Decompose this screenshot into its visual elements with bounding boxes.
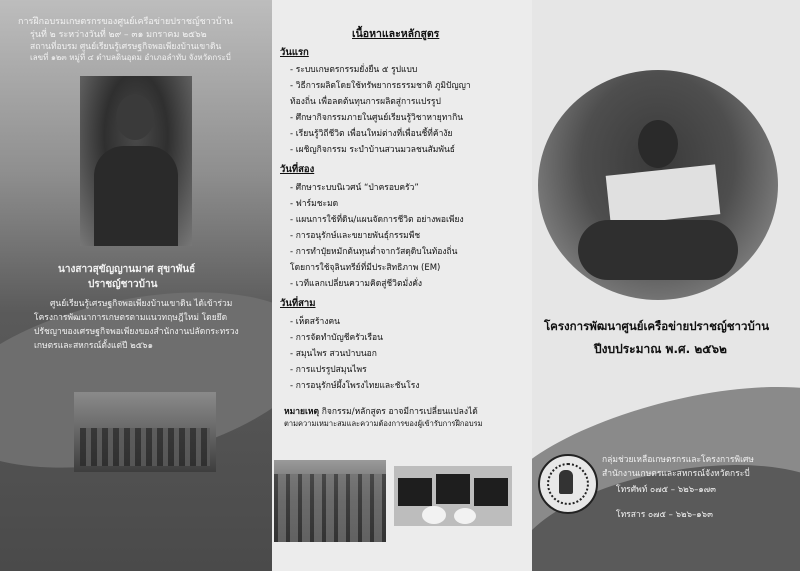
training-header: การฝึกอบรมเกษตรกรของศูนย์เครือข่ายปราชญ์ชาวบ้าน [18, 17, 233, 27]
product-photo [394, 466, 512, 526]
list-item: - แผนการใช้ที่ดิน/แผนจัดการชีวิต อย่างพอเพียง [290, 215, 464, 225]
note-label: หมายเหตุ [284, 407, 319, 417]
list-item: ท้องถิ่น เพื่อลดต้นทุนการผลิตสู่การแปรรูป [290, 97, 441, 107]
list-item: - เผชิญกิจกรรม ระบำบ้านสวนมวลชนสัมพันธ์ [290, 145, 455, 155]
list-item: - การอนุรักษ์และขยายพันธุ์กรรมพืช [290, 231, 421, 241]
description-line: เกษตรและสหกรณ์ตั้งแต่ปี ๒๕๖๑ [34, 341, 153, 351]
list-item: - วิธีการผลิตโดยใช้ทรัพยากรธรรมชาติ ภูมิปัญญา [290, 81, 471, 91]
org-office: สำนักงานเกษตรและสหกรณ์จังหวัดกระบี่ [602, 469, 750, 479]
fiscal-year: ปีงบประมาณ พ.ศ. ๒๕๖๒ [594, 342, 727, 356]
list-item: โดยการใช้จุลินทรีย์ที่มีประสิทธิภาพ (EM) [290, 263, 441, 273]
list-item: - ระบบเกษตรกรรมยั่งยืน ๕ รูปแบบ [290, 65, 418, 75]
seal-icon [538, 454, 598, 514]
list-item: - ศึกษากิจกรรมภายในศูนย์เรียนรู้วิชาหายุทากิน [290, 113, 464, 123]
description-line: ศูนย์เรียนรู้เศรษฐกิจพอเพียงบ้านเขาดิน ได้เข้าร่วม [50, 299, 233, 309]
training-venue: สถานที่อบรม ศูนย์เรียนรู้เศรษฐกิจพอเพียงบ้านเขาดิน [30, 42, 222, 52]
phone-number: โทรศัพท์ ๐๗๕ – ๖๒๖–๑๗๓ [616, 485, 716, 495]
note-text: กิจกรรม/หลักสูตร อาจมีการเปลี่ยนแปลงได้ [319, 407, 478, 417]
fax-number: โทรสาร ๐๗๕ – ๖๒๖–๑๖๓ [616, 510, 713, 520]
portrait-photo [80, 76, 192, 246]
list-item: - เห็ดสร้างคน [290, 317, 340, 327]
day-label: วันที่สอง [280, 164, 315, 175]
list-item: - การแปรรูปสมุนไพร [290, 365, 367, 375]
project-title: โครงการพัฒนาศูนย์เครือข่ายปราชญ์ชาวบ้าน [544, 319, 770, 333]
training-dates: รุ่นที่ ๒ ระหว่างวันที่ ๒๙ – ๓๑ มกราคม ๒๕๖๒ [30, 30, 207, 40]
org-group: กลุ่มช่วยเหลือเกษตรกรและโครงการพิเศษ [602, 455, 754, 465]
description-line: ปรัชญาของเศรษฐกิจพอเพียงของสำนักงานปลัดกระทรวง [34, 327, 239, 337]
list-item: - เวทีแลกเปลี่ยนความคิดสู่ชีวิตมั่งคั่ง [290, 279, 423, 289]
list-item: - การจัดทำบัญชีครัวเรือน [290, 333, 383, 343]
left-panel [0, 0, 272, 571]
description-line: โครงการพัฒนาการเกษตรตามแนวทฤษฎีใหม่ โดยยึด [34, 313, 228, 323]
middle-panel [272, 0, 532, 571]
list-item: - สมุนไพร สวนป่าบนอก [290, 349, 377, 359]
training-address: เลขที่ ๑๒๓ หมู่ที่ ๔ ตำบลดินอุดม อำเภอลำทับ จังหวัดกระบี่ [30, 53, 231, 62]
person-title: ปราชญ์ชาวบ้าน [88, 279, 158, 290]
curriculum-title: เนื้อหาและหลักสูตร [352, 28, 440, 40]
person-name: นางสาวสุขัญญานมาศ สุขาพันธ์ [58, 264, 196, 275]
list-item: - เรียนรู้วิถีชีวิต เพื่อนใหม่ต่างที่เพื่อนชี้ที่ค้างัย [290, 129, 453, 139]
note-line [284, 404, 478, 418]
royal-portrait-photo [538, 70, 778, 300]
farm-photo [274, 460, 386, 542]
list-item: - การทำปุ๋ยหมักต้นทุนต่ำจากวัสดุดิบในท้องถิ่น [290, 247, 458, 257]
note-line: ตามความเหมาะสมและความต้องการของผู้เข้ารับการฝึกอบรม [284, 419, 483, 428]
group-photo [74, 392, 216, 472]
list-item: - การอนุรักษ์ผึ้งโพรงไทยและชันโรง [290, 381, 420, 391]
day-label: วันที่สาม [280, 298, 316, 309]
right-panel [532, 0, 800, 571]
list-item: - ฟาร์มชะมด [290, 199, 339, 209]
list-item: - ศึกษาระบบนิเวศน์ “ป่าครอบครัว” [290, 183, 419, 193]
day-label: วันแรก [280, 47, 309, 58]
